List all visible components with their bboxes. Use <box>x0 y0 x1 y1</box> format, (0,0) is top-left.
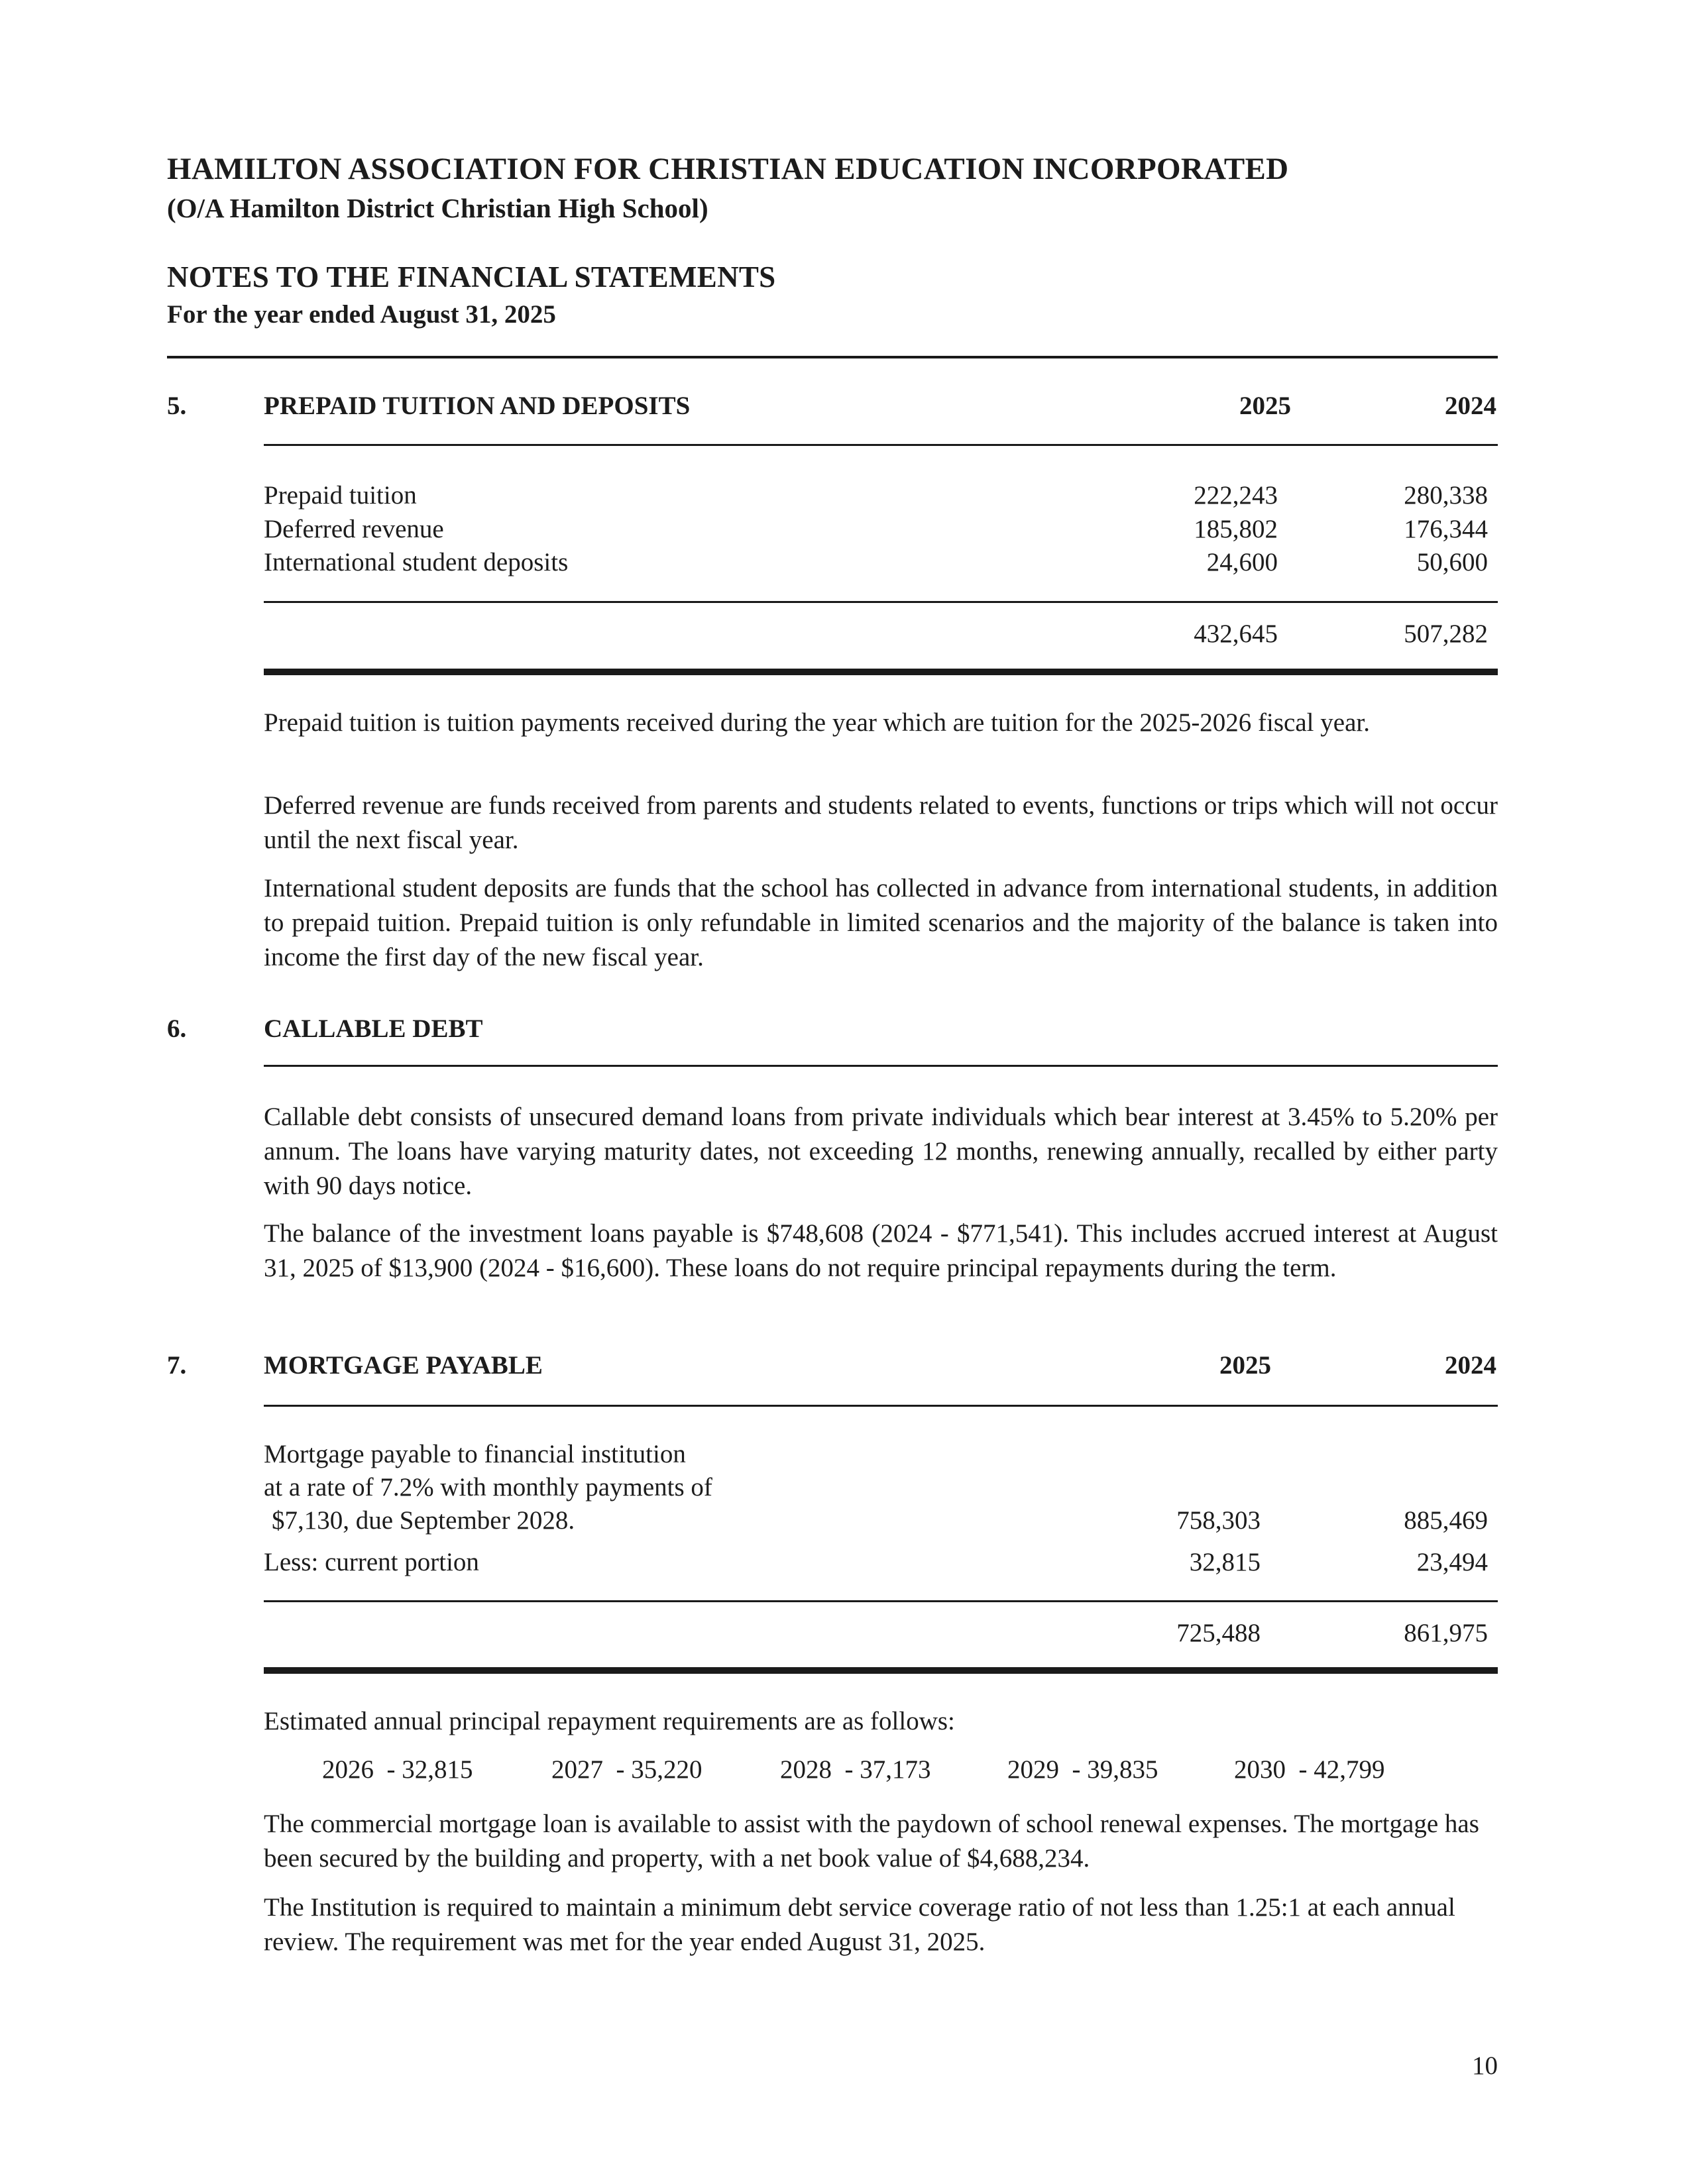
row-value-2025: 222,243 <box>1194 481 1278 510</box>
section5-title: PREPAID TUITION AND DEPOSITS <box>264 392 691 420</box>
repayment-amount: - 37,173 <box>844 1755 931 1784</box>
repayment-year: 2027 <box>551 1755 603 1784</box>
row-value-2025: 185,802 <box>1194 515 1278 543</box>
section6-title: CALLABLE DEBT <box>264 1014 483 1043</box>
section7-title: MORTGAGE PAYABLE <box>264 1351 543 1380</box>
section5-col-2024: 2024 <box>1445 392 1496 420</box>
section5-col-2025: 2025 <box>1239 392 1291 420</box>
repayment-intro: Estimated annual principal repayment requirements are as follows: <box>264 1707 955 1735</box>
mortgage-2024: 885,469 <box>1404 1506 1488 1535</box>
section5-total-rule <box>264 669 1498 675</box>
section7-header-rule <box>264 1405 1498 1407</box>
repayment-item <box>322 1755 473 1784</box>
repayment-amount: - 35,220 <box>616 1755 702 1784</box>
section6-para2: The balance of the investment loans payable is $748,608 (2024 - $771,541). This includes accrued interest at August 31, 2025 of $13,900 (2024 - $16,600). These loans do not require principal repayments during the term. <box>264 1219 1498 1282</box>
section7-para2: The Institution is required to maintain a minimum debt service coverage ratio of not less than 1.25:1 at each annual review. The requirement was met for the year ended August 31, 2025. <box>264 1893 1455 1956</box>
repayment-amount: - 42,799 <box>1298 1755 1385 1784</box>
section7-col-2024: 2024 <box>1445 1351 1496 1380</box>
section6-para1: Callable debt consists of unsecured demand loans from private individuals which bear interest at 3.45% to 5.20% per annum. The loans have varying maturity dates, not exceeding 12 months, renewing annually, recalled by either party with 90 days notice. <box>264 1103 1498 1200</box>
mortgage-description-line3: $7,130, due September 2028. <box>272 1506 575 1535</box>
repayment-item <box>1007 1755 1158 1784</box>
org-name: HAMILTON ASSOCIATION FOR CHRISTIAN EDUCATION INCORPORATED <box>167 152 1289 186</box>
row-value-2025: 24,600 <box>1206 548 1278 576</box>
header-rule <box>167 356 1498 358</box>
repayment-year: 2028 <box>780 1755 832 1784</box>
row-value-2024: 176,344 <box>1404 515 1488 543</box>
doc-title: NOTES TO THE FINANCIAL STATEMENTS <box>167 260 776 294</box>
section5-para1: Prepaid tuition is tuition payments received during the year which are tuition for the 2025-2026 fiscal year. <box>264 708 1370 737</box>
section5-total-2025: 432,645 <box>1194 620 1278 648</box>
row-value-2024: 50,600 <box>1416 548 1488 576</box>
section7-total-2025: 725,488 <box>1176 1619 1261 1647</box>
section5-subtotal-rule <box>264 601 1498 603</box>
org-subname: (O/A Hamilton District Christian High School) <box>167 193 708 223</box>
section5-header-rule <box>264 444 1498 446</box>
section5-number: 5. <box>167 392 187 420</box>
section5-para3: International student deposits are funds that the school has collected in advance from international students, in addition to prepaid tuition. Prepaid tuition is only refundable in limited scenarios and the majority of the balance is taken into income the first day of the new fiscal year. <box>264 874 1498 971</box>
section6-number: 6. <box>167 1014 187 1043</box>
period: For the year ended August 31, 2025 <box>167 300 556 329</box>
repayment-year: 2029 <box>1007 1755 1059 1784</box>
section7-total-2024: 861,975 <box>1404 1619 1488 1647</box>
less-current-portion-2024: 23,494 <box>1416 1548 1488 1576</box>
row-value-2024: 280,338 <box>1404 481 1488 510</box>
mortgage-2025: 758,303 <box>1176 1506 1261 1535</box>
section7-number: 7. <box>167 1351 187 1380</box>
mortgage-description-line1: Mortgage payable to financial institution <box>264 1440 686 1468</box>
section5-para2: Deferred revenue are funds received from parents and students related to events, functions or trips which will not occur until the next fiscal year. <box>264 791 1498 854</box>
repayment-item <box>780 1755 931 1784</box>
section7-subtotal-rule <box>264 1600 1498 1602</box>
page-number: 10 <box>1472 2051 1498 2080</box>
row-label: Deferred revenue <box>264 515 444 543</box>
repayment-item <box>1234 1755 1385 1784</box>
repayment-amount: - 32,815 <box>386 1755 473 1784</box>
repayment-item <box>551 1755 702 1784</box>
section6-header-rule <box>264 1065 1498 1067</box>
row-label: International student deposits <box>264 548 569 576</box>
mortgage-description-line2: at a rate of 7.2% with monthly payments of <box>264 1473 712 1502</box>
less-current-portion-label: Less: current portion <box>264 1548 479 1576</box>
section7-col-2025: 2025 <box>1219 1351 1271 1380</box>
section7-para1: The commercial mortgage loan is available to assist with the paydown of school renewal expenses. The mortgage has been secured by the building and property, with a net book value of $4,688,234. <box>264 1810 1479 1873</box>
repayment-amount: - 39,835 <box>1072 1755 1158 1784</box>
section5-total-2024: 507,282 <box>1404 620 1488 648</box>
repayment-year: 2026 <box>322 1755 374 1784</box>
row-label: Prepaid tuition <box>264 481 417 510</box>
less-current-portion-2025: 32,815 <box>1189 1548 1261 1576</box>
section7-total-rule <box>264 1667 1498 1674</box>
repayment-year: 2030 <box>1234 1755 1286 1784</box>
